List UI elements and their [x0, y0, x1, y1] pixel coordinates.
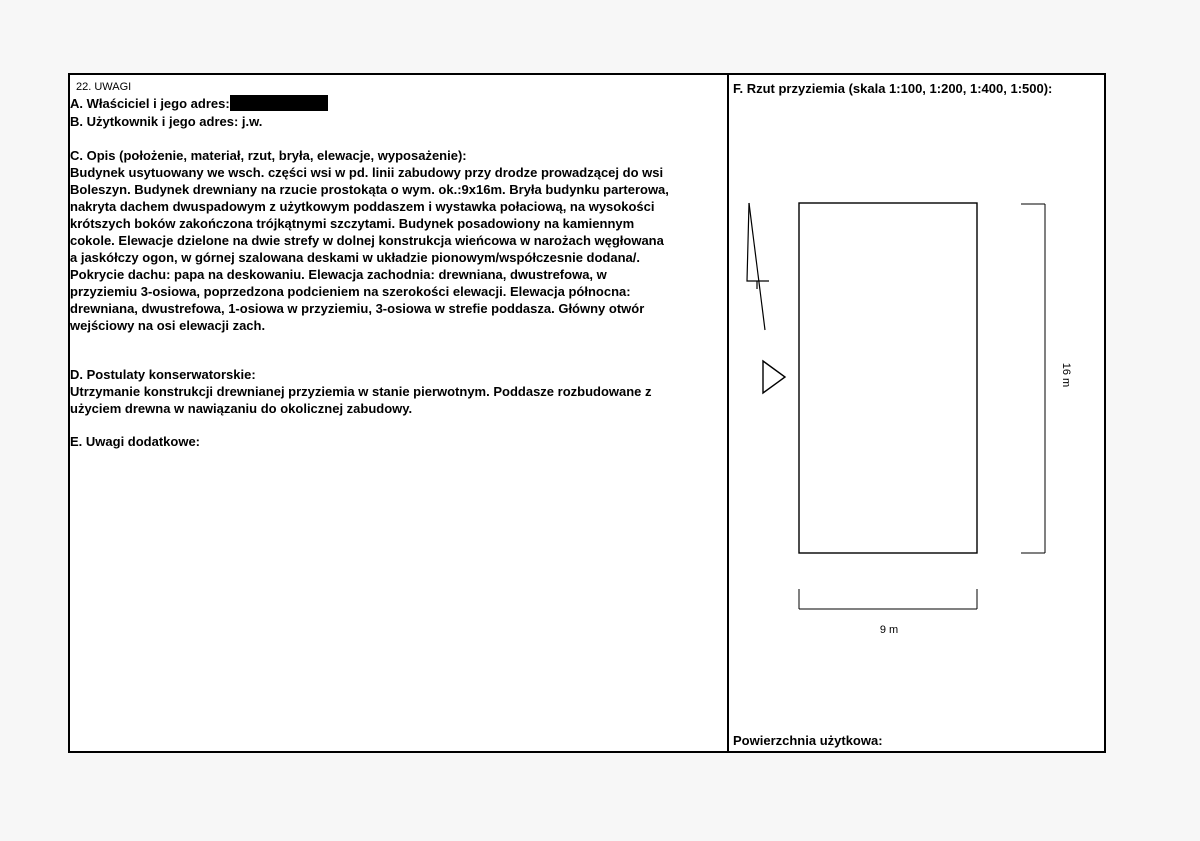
description-line: przyziemiu 3-osiowa, poprzedzona podcieniem na szerokości elewacji. Elewacja północna:	[70, 284, 631, 299]
owner-row	[70, 95, 328, 112]
description-line: a jaskółczy ogon, w górnej szalowana deskami w układzie pionowym/współczesnie dodana/.	[70, 250, 640, 265]
conservation-section	[70, 366, 725, 417]
owner-label: A. Właściciel i jego adres:	[70, 96, 230, 111]
conservation-line: Utrzymanie konstrukcji drewnianej przyziemia w stanie pierwotnym. Poddasze rozbudowane z	[70, 384, 652, 399]
remarks-column	[70, 75, 727, 751]
usable-area-label: Powierzchnia użytkowa:	[733, 733, 883, 748]
floor-plan-title: F. Rzut przyziemia (skala 1:100, 1:200, 1:400, 1:500):	[733, 81, 1053, 96]
description-line: nakryta dachem dwuspadowym z użytkowym poddaszem i wystawka połaciową, na wysokości	[70, 199, 655, 214]
description-line: krótszych boków zakończona trójkątnymi szczytami. Budynek posadowiony na kamiennym	[70, 216, 635, 231]
width-label: 9 m	[879, 624, 899, 636]
entrance-triangle-icon	[763, 361, 785, 393]
redaction-bar	[230, 95, 328, 111]
description-section	[70, 147, 725, 334]
description-line: Boleszyn. Budynek drewniany na rzucie prostokąta o wym. ok.:9x16m. Bryła budynku parterowa,	[70, 182, 669, 197]
floor-plan-column	[729, 75, 1104, 751]
description-line: Pokrycie dachu: papa na deskowaniu. Elewacja zachodnia: drewniana, dwustrefowa, w	[70, 267, 607, 282]
form-table	[68, 73, 1106, 753]
building-outline	[799, 203, 977, 553]
north-arrow-icon	[747, 203, 769, 330]
length-dimension-line	[1021, 204, 1045, 553]
user-label: B. Użytkownik i jego adres: j.w.	[70, 114, 263, 129]
conservation-line: użyciem drewna w nawiązaniu do okolicznej zabudowy.	[70, 401, 413, 416]
width-dimension-line	[799, 589, 977, 609]
length-label: 16 m	[1060, 362, 1072, 388]
description-line: drewniana, dwustrefowa, 1-osiowa w przyziemiu, 3-osiowa w strefie poddasza. Główny otwór	[70, 301, 645, 316]
additional-label: E. Uwagi dodatkowe:	[70, 434, 201, 449]
floor-plan-drawing	[729, 75, 1104, 751]
additional-section	[70, 433, 725, 450]
description-line: wejściowy na osi elewacji zach.	[70, 318, 266, 333]
description-line: Budynek usytuowany we wsch. części wsi w pd. linii zabudowy przy drodze prowadzącej do wsi	[70, 165, 664, 180]
description-label: C. Opis (położenie, materiał, rzut, bryła, elewacje, wyposażenie):	[70, 148, 467, 163]
section-header: 22. UWAGI	[76, 81, 132, 93]
conservation-label: D. Postulaty konserwatorskie:	[70, 367, 256, 382]
description-line: cokole. Elewacje dzielone na dwie strefy w dolnej konstrukcja wieńcowa w narożach węgłowana	[70, 233, 664, 248]
